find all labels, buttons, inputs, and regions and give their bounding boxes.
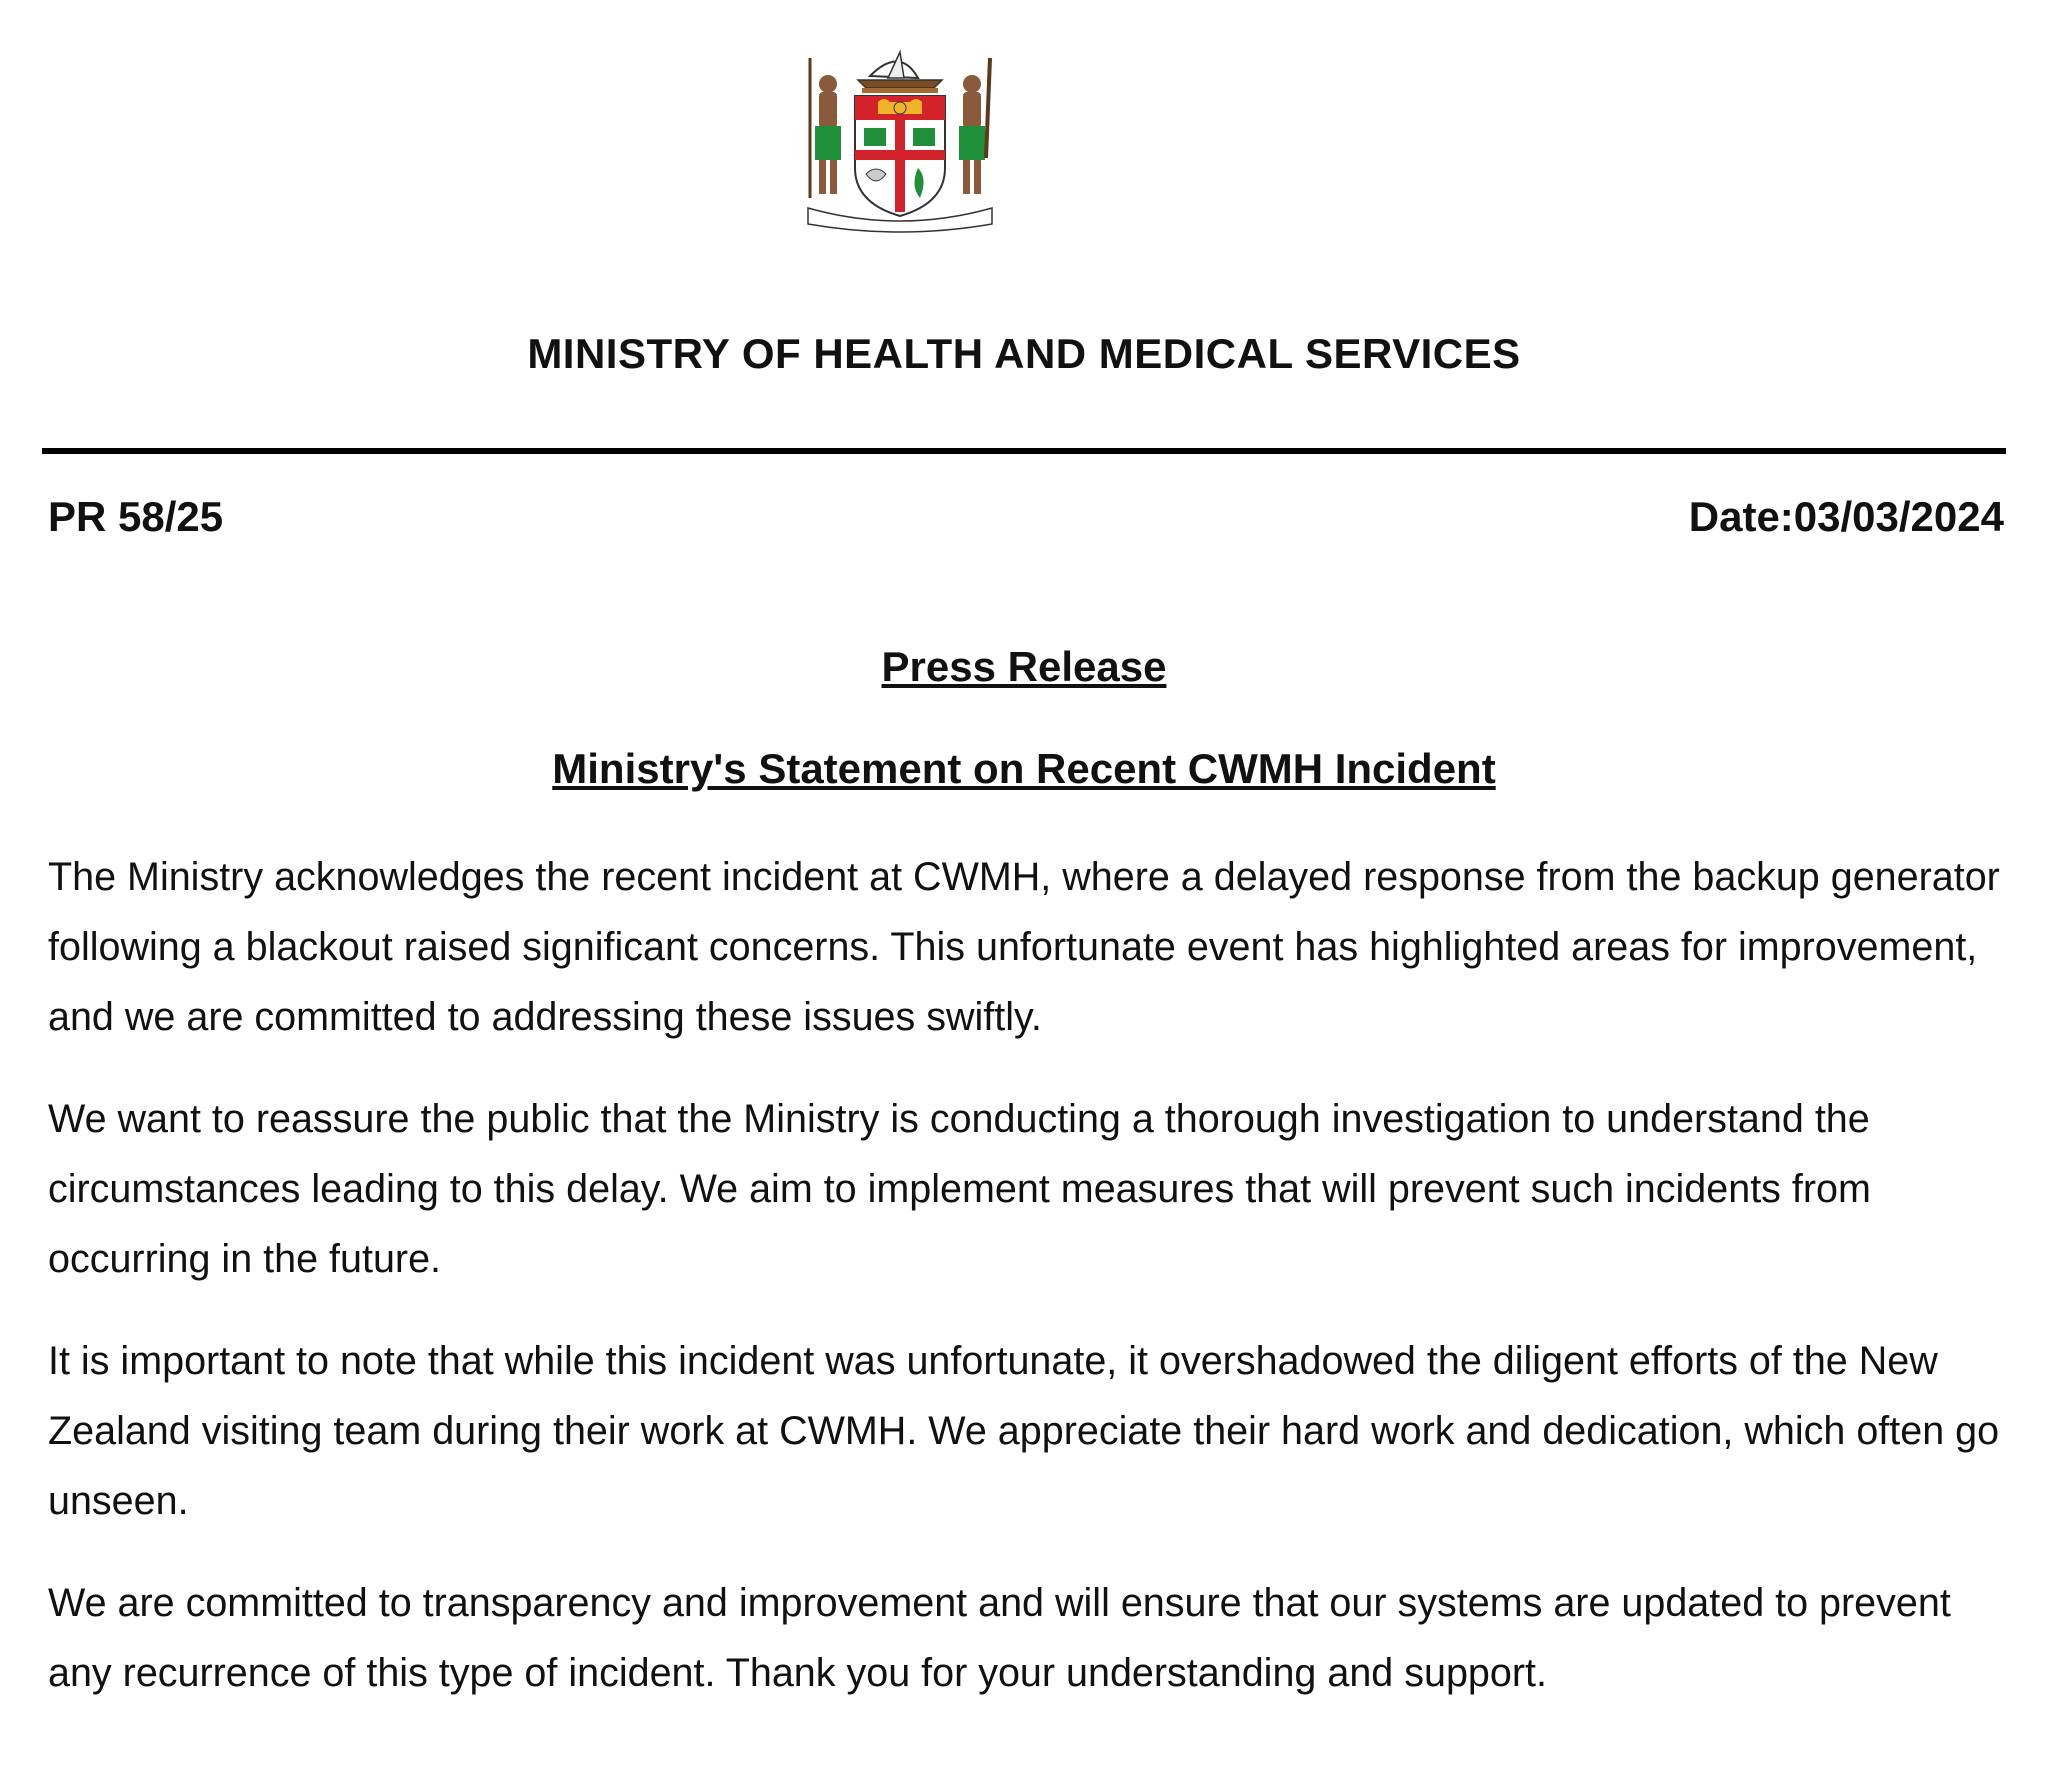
coat-of-arms — [800, 48, 1000, 240]
body-paragraph: We want to reassure the public that the Ministry is conducting a thorough investigation to understand the circumstances leading to this delay. We aim to implement measures that will prevent such incidents from occurring in the future. — [48, 1097, 1871, 1281]
press-release-heading: Press Release — [881, 643, 1167, 690]
body-paragraph: The Ministry acknowledges the recent incident at CWMH, where a delayed response from the backup generator following a blackout raised significant concerns. This unfortunate event has highlighted areas for improvement, and we are committed to addressing these issues swiftly. — [48, 855, 2000, 1039]
right-warrior-icon — [959, 58, 990, 194]
canoe-crest-icon — [858, 52, 942, 93]
release-date: Date:03/03/2024 — [1688, 493, 2004, 540]
left-warrior-icon — [810, 58, 841, 198]
statement-body — [48, 842, 2023, 1740]
header-divider — [42, 448, 2006, 454]
statement-title: Ministry's Statement on Recent CWMH Incident — [552, 745, 1496, 792]
body-paragraph: It is important to note that while this incident was unfortunate, it overshadowed the diligent efforts of the New Zealand visiting team during their work at CWMH. We appreciate their hard work and dedication, which often go unseen. — [48, 1339, 2000, 1523]
press-release-number: PR 58/25 — [48, 493, 224, 540]
body-paragraph: We are committed to transparency and improvement and will ensure that our systems are updated to prevent any recurrence of this type of incident. Thank you for your understanding and support. — [48, 1581, 1951, 1695]
ministry-title: MINISTRY OF HEALTH AND MEDICAL SERVICES — [527, 330, 1521, 377]
shield-icon — [855, 96, 945, 216]
